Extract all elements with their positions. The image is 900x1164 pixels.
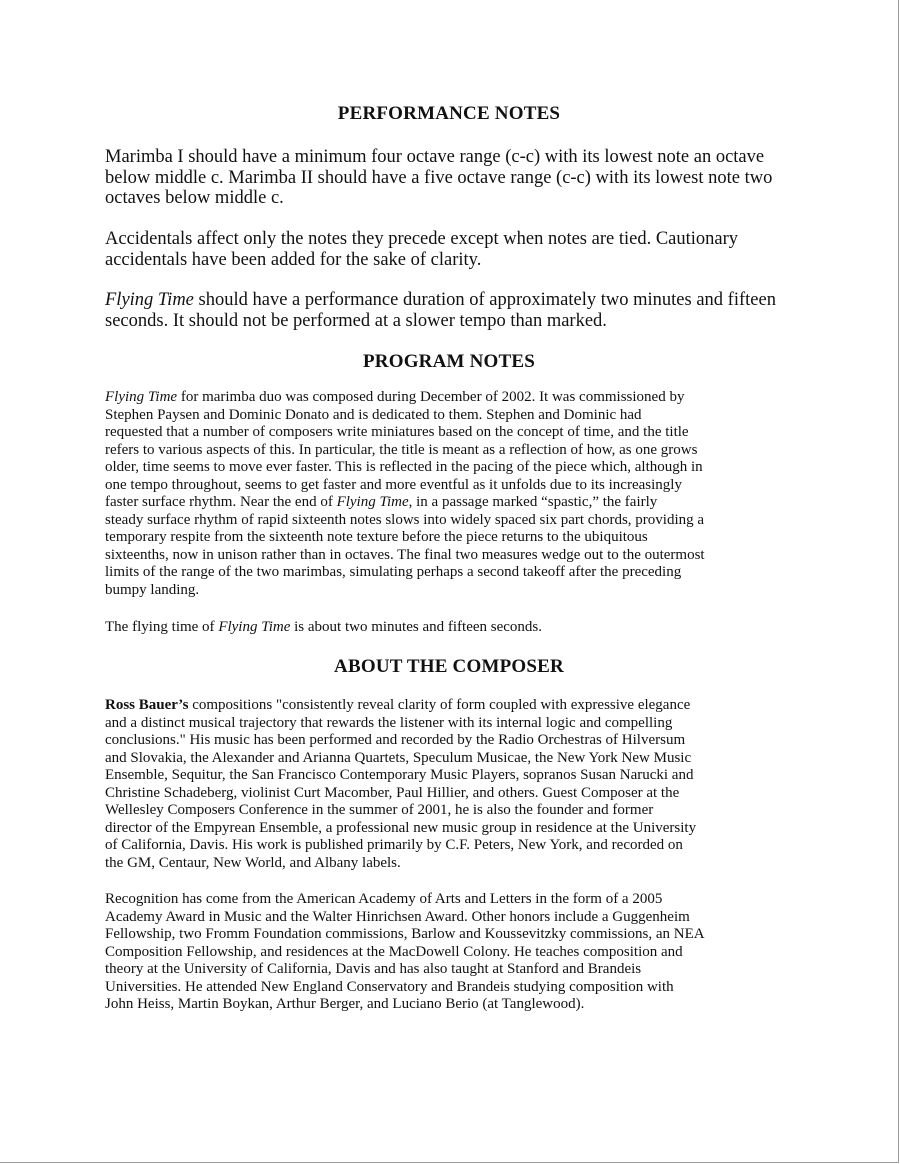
text-line: Composition Fellowship, and residences at the MacDowell Colony. He teaches composition and <box>105 943 683 960</box>
text-fragment: faster surface rhythm. Near the end of <box>105 494 337 510</box>
text-line: one tempo throughout, seems to get faster and more eventful as it unfolds due to its increasingly <box>105 476 682 493</box>
piece-title: Flying Time <box>105 290 194 310</box>
text-fragment: , in a passage marked “spastic,” the fairly <box>408 494 658 510</box>
text-line: below middle c. Marimba II should have a five octave range (c-c) with its lowest note two <box>105 167 773 188</box>
text-line: accidentals have been added for the sake of clarity. <box>105 249 482 270</box>
text-line: seconds. It should not be performed at a slower tempo than marked. <box>105 310 607 331</box>
program-notes-heading: PROGRAM NOTES <box>362 351 536 372</box>
text-line: the GM, Centaur, New World, and Albany labels. <box>105 854 401 871</box>
program-paragraph <box>105 389 805 599</box>
text-line <box>105 389 805 407</box>
text-line: bumpy landing. <box>105 581 200 598</box>
text-line: requested that a number of composers write miniatures based on the concept of time, and the title <box>105 424 689 440</box>
text-line <box>105 619 805 637</box>
composer-name: Ross Bauer’s <box>105 697 189 713</box>
text-line: Fellowship, two Fromm Foundation commissions, Barlow and Koussevitzky commissions, an NEA <box>105 926 705 942</box>
text-line: Recognition has come from the American Academy of Arts and Letters in the form of a 2005 <box>105 891 663 907</box>
text-line: theory at the University of California, Davis and has also taught at Stanford and Brandeis <box>105 961 642 977</box>
performance-notes-heading: PERFORMANCE NOTES <box>337 103 561 124</box>
text-line <box>105 290 865 311</box>
text-line <box>105 697 805 715</box>
text-line: Academy Award in Music and the Walter Hinrichsen Award. Other honors include a Guggenheim <box>105 908 690 925</box>
text-line: refers to various aspects of this. In particular, the title is meant as a reflection of how, as one grows <box>105 441 698 458</box>
text-fragment: is about two minutes and fifteen seconds. <box>290 619 543 635</box>
performance-paragraph-duration <box>105 290 865 331</box>
text-line: octaves below middle c. <box>105 188 284 208</box>
about-composer-heading: ABOUT THE COMPOSER <box>334 656 564 677</box>
piece-title: Flying Time <box>105 389 178 405</box>
piece-title: Flying Time <box>336 494 409 510</box>
text-line: Stephen Paysen and Dominic Donato and is dedicated to them. Stephen and Dominic had <box>105 406 642 423</box>
text-line: Ensemble, Sequitur, the San Francisco Contemporary Music Players, sopranos Susan Narucki and <box>105 767 694 783</box>
text-fragment: for marimba duo was composed during December of 2002. It was commissioned by <box>177 389 685 405</box>
text-line: temporary respite from the sixteenth note texture before the piece returns to the ubiquitous <box>105 529 648 545</box>
text-fragment: The flying time of <box>105 619 219 635</box>
text-line: steady surface rhythm of rapid sixteenth notes slows into widely spaced six part chords, providing a <box>105 511 705 528</box>
text-line: and Slovakia, the Alexander and Arianna Quartets, Speculum Musicae, the New York New Music <box>105 749 692 766</box>
text-line: sixteenths, now in unison rather than in octaves. The final two measures wedge out to the outermost <box>105 546 705 563</box>
text-line: limits of the range of the two marimbas, simulating perhaps a second takeoff after the preceding <box>105 564 682 580</box>
text-line: and a distinct musical trajectory that rewards the listener with its internal logic and compelling <box>105 714 673 731</box>
text-line: director of the Empyrean Ensemble, a professional new music group in residence at the University <box>105 819 697 836</box>
program-duration-sentence <box>105 619 805 637</box>
text-line <box>105 494 805 512</box>
text-line: Christine Schadeberg, violinist Curt Macomber, Paul Hillier, and others. Guest Composer at the <box>105 784 680 801</box>
piece-title: Flying Time <box>218 619 291 635</box>
text-fragment: compositions "consistently reveal clarity of form coupled with expressive elegance <box>188 697 691 713</box>
composer-recognition-paragraph <box>105 891 805 1014</box>
text-line: John Heiss, Martin Boykan, Arthur Berger, and Luciano Berio (at Tanglewood). <box>105 996 585 1012</box>
performance-paragraph-range <box>105 147 865 209</box>
text-line: Universities. He attended New England Conservatory and Brandeis studying composition with <box>105 978 674 995</box>
composer-bio-paragraph <box>105 697 805 872</box>
text-line: older, time seems to move ever faster. This is reflected in the pacing of the piece which, although in <box>105 459 703 475</box>
text-line: of California, Davis. His work is published primarily by C.F. Peters, New York, and recorded on <box>105 837 683 853</box>
performance-paragraph-accidentals <box>105 229 865 270</box>
text-fragment: should have a performance duration of approximately two minutes and fifteen <box>193 290 776 310</box>
text-line: Accidentals affect only the notes they precede except when notes are tied. Cautionary <box>105 229 739 249</box>
text-line: Wellesley Composers Conference in the summer of 2001, he is also the founder and former <box>105 802 654 818</box>
text-line: Marimba I should have a minimum four octave range (c-c) with its lowest note an octave <box>105 147 765 167</box>
text-line: conclusions." His music has been performed and recorded by the Radio Orchestras of Hilversum <box>105 732 686 748</box>
